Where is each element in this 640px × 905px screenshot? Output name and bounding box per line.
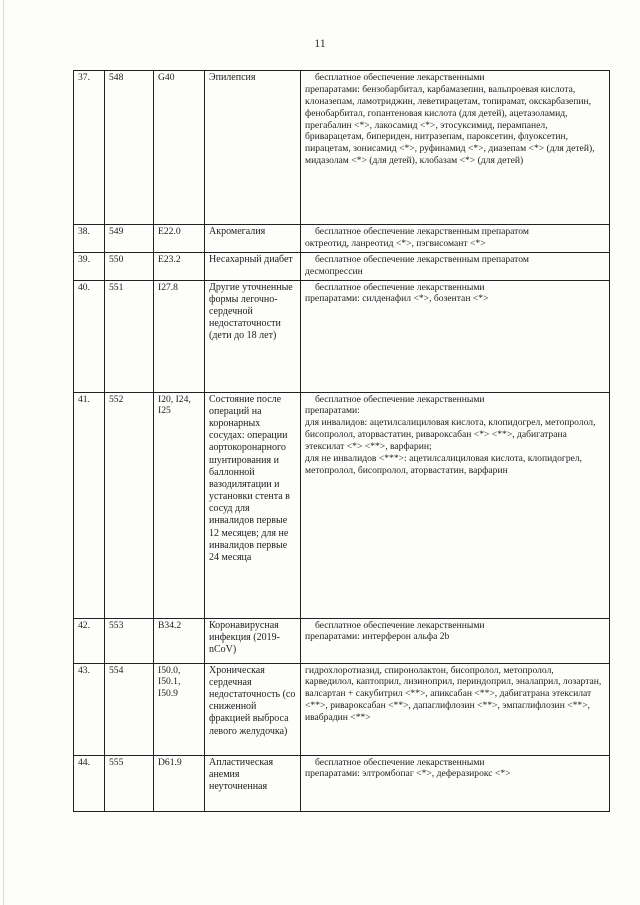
icd-code: I50.0, I50.1, I50.9 [154,663,205,755]
table-row [74,755,610,811]
treatment-text: октреотид, ланреотид <*>, пэгвисомант <*> [305,237,486,249]
row-code: 550 [105,252,154,280]
row-code: 551 [105,280,154,392]
page-number: 11 [314,36,326,50]
treatment-lead: бесплатное обеспечение лекарственными [315,619,485,631]
row-code: 554 [105,663,154,755]
disease-name: Акромегалия [205,225,301,253]
table-row [74,225,610,253]
disease-name: Несахарный диабет [205,252,301,280]
scan-edge-line [3,0,4,905]
treatment-text: гидрохлоротиазид, спиронолактон, бисопролол, метопролол, карведилол, каптоприл, лизиноприл, периндоприл, эналаприл, лозартан, валсартан + сакубитрил <**>, апиксабан <**>, дабигатрана этексилат <**>, ривароксабан <**>, дапаглифлозин <**>, эмпаглифлозин <**>, ивабрадин <**> [305,664,602,724]
treatment-text: препаратами: для инвалидов: ацетилсалициловая кислота, клопидогрел, метопролол, бисопролол, аторвастатин, ривароксабан <*> <**>, дабигатрана этексилат <*> <**>, варфарин; для не инвалидов <***>: ацетилсалициловая кислота, клопидогрел, метопролол, бисопролол, аторвастатин, варфарин [305,405,596,476]
disease-name: Хроническая сердечная недостаточность (со сниженной фракцией выброса левого желудочка) [205,663,301,755]
row-number: 39. [74,252,105,280]
treatment-text: препаратами: силденафил <*>, бозентан <*> [305,293,489,305]
treatment-cell [301,392,610,618]
row-number: 42. [74,618,105,663]
icd-code: I20, I24, I25 [154,392,205,618]
row-number: 38. [74,225,105,253]
treatment-cell [301,755,610,811]
table-row [74,280,610,392]
table-row [74,392,610,618]
treatment-text: препаратами: бензобарбитал, карбамазепин, вальпроевая кислота, клоназепам, ламотриджин, леветирацетам, топирамат, окскарбазепин, фенобарбитал, гопантеновая кислота (для детей), ацетазоламид, прегабалин <*>, лакосамид <*>, этосуксимид, перампанел, бриварацетам, бипериден, нитразепам, пароксетин, флуоксетин, пирацетам, зонисамид <*>, руфинамид <*>, диазепам <*> (для детей), мидазолам <*> (для детей), клобазам <*> (для детей) [305,83,595,167]
table-row [74,618,610,663]
disease-name: Эпилепсия [205,71,301,225]
treatment-lead: бесплатное обеспечение лекарственными [315,72,485,83]
row-number: 37. [74,71,105,225]
row-number: 44. [74,755,105,811]
row-number: 40. [74,280,105,392]
disease-name: Состояние после операций на коронарных сосудах: операции аортокоронарного шунтирования и баллонной вазодилятации и установки стента в сосуд для инвалидов первые 12 месяцев; для не инвалидов первые 24 месяца [205,392,301,618]
table-row [74,71,610,225]
disease-name: Другие уточненные формы легочно-сердечной недостаточности (дети до 18 лет) [205,280,301,392]
icd-code: B34.2 [154,618,205,663]
icd-code: I27.8 [154,280,205,392]
table-row [74,663,610,755]
icd-code: G40 [154,71,205,225]
icd-code: D61.9 [154,755,205,811]
treatment-lead: бесплатное обеспечение лекарственным препаратом [315,253,529,265]
treatment-cell [301,252,610,280]
icd-code: E22.0 [154,225,205,253]
treatment-cell [301,71,610,225]
row-code: 549 [105,225,154,253]
treatment-lead: бесплатное обеспечение лекарственными [315,756,485,768]
treatment-text: десмопрессин [305,265,363,277]
row-code: 552 [105,392,154,618]
treatment-cell [301,663,610,755]
treatment-lead: бесплатное обеспечение лекарственными [315,393,485,405]
table-row [74,252,610,280]
disease-name: Коронавирусная инфекция (2019-nCoV) [205,618,301,663]
treatment-text: препаратами: элтромбопаг <*>, деферазирокс <*> [305,768,511,780]
treatment-lead: бесплатное обеспечение лекарственными [315,281,485,293]
table-body [74,71,610,812]
row-code: 553 [105,618,154,663]
treatment-cell [301,618,610,663]
disease-name: Апластическая анемия неуточненная [205,755,301,811]
drug-provision-table [73,70,610,812]
row-number: 43. [74,663,105,755]
icd-code: E23.2 [154,252,205,280]
treatment-cell [301,280,610,392]
row-code: 555 [105,755,154,811]
treatment-text: препаратами: интерферон альфа 2b [305,631,450,643]
row-number: 41. [74,392,105,618]
row-code: 548 [105,71,154,225]
treatment-lead: бесплатное обеспечение лекарственным препаратом [315,226,529,237]
treatment-cell [301,225,610,253]
